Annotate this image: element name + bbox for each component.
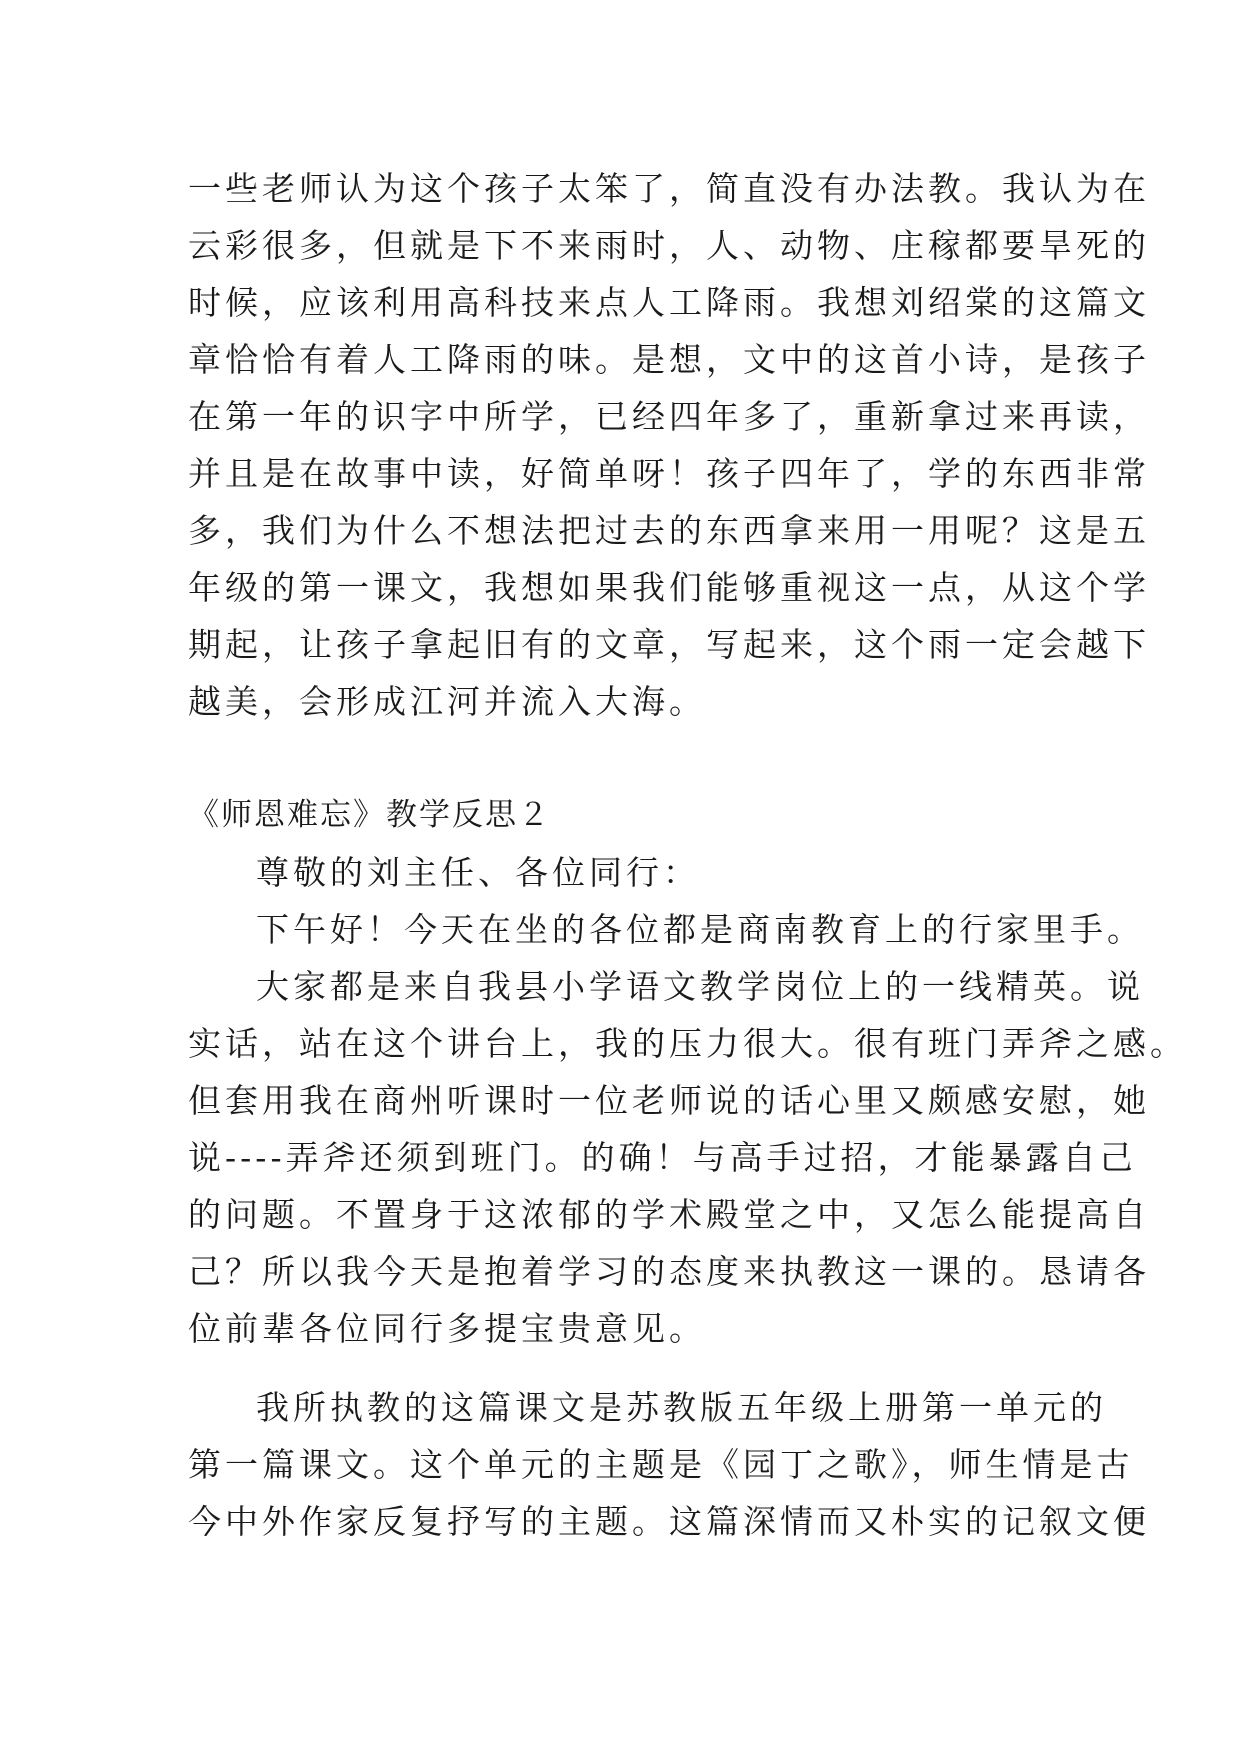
text-line: 一些老师认为这个孩子太笨了，简直没有办法教。我认为在 xyxy=(188,169,1150,208)
text-line: 但套用我在商州听课时一位老师说的话心里又颇感安慰，她 xyxy=(188,1081,1150,1120)
text-line: 云彩很多，但就是下不来雨时，人、动物、庄稼都要旱死的 xyxy=(188,226,1150,265)
text-line: 越美，会形成江河并流入大海。 xyxy=(188,682,706,721)
text-line: 己？所以我今天是抱着学习的态度来执教这一课的。恳请各 xyxy=(188,1252,1150,1291)
body-section-2 xyxy=(188,844,1187,1550)
text-line: 位前辈各位同行多提宝贵意见。 xyxy=(188,1309,706,1348)
text-line: 实话，站在这个讲台上，我的压力很大。很有班门弄斧之感。 xyxy=(188,1024,1187,1063)
text-line: 多，我们为什么不想法把过去的东西拿来用一用呢？这是五 xyxy=(188,511,1150,550)
text-line: 说----弄斧还须到班门。的确！与高手过招，才能暴露自己 xyxy=(188,1138,1137,1177)
text-line: 年级的第一课文，我想如果我们能够重视这一点，从这个学 xyxy=(188,568,1150,607)
section-title: 《师恩难忘》教学反思２ xyxy=(188,797,551,833)
greeting: 尊敬的刘主任、各位同行： xyxy=(256,853,700,892)
paragraph-1 xyxy=(188,160,1150,730)
text-line: 我所执教的这篇课文是苏教版五年级上册第一单元的 xyxy=(256,1388,1107,1427)
text-line: 下午好！今天在坐的各位都是商南教育上的行家里手。 xyxy=(256,910,1144,949)
text-line: 今中外作家反复抒写的主题。这篇深情而又朴实的记叙文便 xyxy=(188,1502,1150,1541)
text-line: 并且是在故事中读，好简单呀！孩子四年了，学的东西非常 xyxy=(188,454,1150,493)
text-line: 第一篇课文。这个单元的主题是《园丁之歌》，师生情是古 xyxy=(188,1445,1134,1484)
text-line: 的问题。不置身于这浓郁的学术殿堂之中，又怎么能提高自 xyxy=(188,1195,1150,1234)
text-line: 时候，应该利用高科技来点人工降雨。我想刘绍棠的这篇文 xyxy=(188,283,1150,322)
text-line: 在第一年的识字中所学，已经四年多了，重新拿过来再读， xyxy=(188,397,1150,436)
text-line: 章恰恰有着人工降雨的味。是想，文中的这首小诗，是孩子 xyxy=(188,340,1150,379)
text-line: 期起，让孩子拿起旧有的文章，写起来，这个雨一定会越下 xyxy=(188,625,1150,664)
text-line: 大家都是来自我县小学语文教学岗位上的一线精英。说 xyxy=(256,967,1144,1006)
paragraph-gap xyxy=(188,1357,1058,1379)
